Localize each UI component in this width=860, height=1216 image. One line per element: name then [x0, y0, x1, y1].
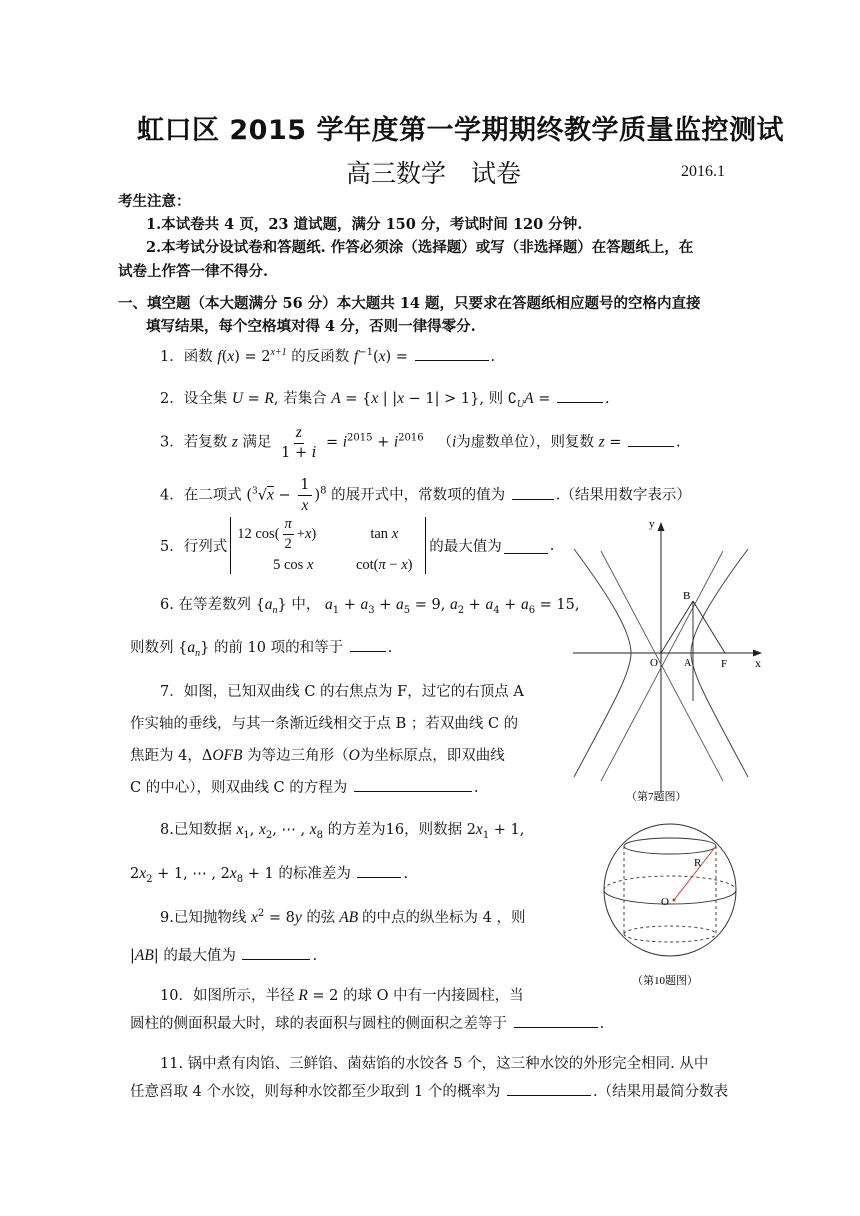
exam-date: 2016.1	[681, 163, 725, 180]
label-y: y	[649, 518, 655, 530]
question-7-line-3: 焦距为 4，ΔOFB 为等边三角形（O为坐标原点，即双曲线	[130, 747, 505, 764]
label-r: R	[694, 857, 702, 869]
label-a: A	[684, 658, 692, 669]
question-1: 1．函数 $f(x) = 2^{x+1}$ 的反函数 $f^{-1}(x)$ = .	[160, 347, 496, 365]
y-axis-arrow	[658, 522, 665, 531]
hyperbola-right-branch	[691, 549, 748, 777]
determinant: 12 cos( $\frac{\pi}{2}$ + x ) tan x 5 cos x cot(π − x)	[230, 517, 426, 574]
answer-blank-9[interactable]	[242, 958, 310, 960]
answer-blank-10[interactable]	[514, 1026, 598, 1028]
question-8: 8.已知数据 $x_1$, $x_2$, ⋯ , $x_8$ 的方差为16，则数据 $2x_1 + 1$,	[160, 821, 525, 841]
answer-blank-3[interactable]	[628, 445, 674, 447]
figure-7-caption: （第7题图）	[626, 791, 687, 803]
answer-blank-8[interactable]	[357, 876, 401, 878]
cylinder-bottom-front	[624, 934, 716, 942]
segment-ob	[661, 601, 693, 653]
answer-blank-7[interactable]	[354, 790, 472, 792]
section-heading-cont: 填写结果，每个空格填对得 4 分，否则一律得零分.	[146, 318, 476, 335]
hyperbola-left-branch	[574, 549, 631, 777]
answer-blank-6[interactable]	[350, 650, 386, 652]
question-9: 9.已知抛物线 $x^2 = 8y$ 的弦 AB 的中点的纵坐标为 4 ，则	[160, 908, 526, 926]
question-6: 6. 在等差数列 $\{a_n\}$ 中， $a_1 + a_3 + a_5 = 9$, $a_2 + a_4 + a_6 = 15$,	[160, 596, 580, 616]
section-heading: 一、填空题（本大题满分 56 分）本大题共 14 题，只要求在答题纸相应题号的空格内直接	[118, 295, 701, 312]
question-9-cont: |AB| 的最大值为 .	[130, 947, 318, 964]
exam-title: 虹口区 2015 学年度第一学期期终教学质量监控测试	[137, 115, 784, 146]
answer-blank-2[interactable]	[557, 401, 603, 403]
label-f: F	[721, 658, 728, 670]
figure-10-caption: （第10题图）	[632, 975, 698, 987]
notice-item-1: 1.本试卷共 4 页，23 道试题，满分 150 分，考试时间 120 分钟.	[146, 216, 583, 233]
notice-item-2-cont: 试卷上作答一律不得分.	[118, 263, 269, 280]
question-10-cont: 圆柱的侧面积最大时，球的表面积与圆柱的侧面积之差等于 .	[130, 1016, 605, 1032]
question-7-line-1: 7．如图，已知双曲线 C 的右焦点为 F，过它的右顶点 A	[160, 684, 524, 700]
figure-10-sphere	[598, 818, 758, 993]
exam-subtitle: 高三数学 试卷	[346, 159, 522, 188]
answer-blank-11[interactable]	[507, 1094, 591, 1096]
answer-blank-1[interactable]	[415, 359, 489, 361]
question-10: 10．如图所示，半径 R = 2 的球 O 中有一内接圆柱，当	[160, 987, 524, 1004]
label-x: x	[755, 656, 761, 670]
cylinder-top	[624, 838, 716, 854]
question-11: 11. 锅中煮有肉馅、三鲜馅、菌菇馅的水饺各 5 个，这三种水饺的外形完全相同. 从中	[160, 1056, 709, 1072]
figure-7-hyperbola	[570, 515, 770, 810]
question-7-line-2: 作实轴的垂线，与其一条渐近线相交于点 B ；若双曲线 C 的	[130, 716, 519, 732]
question-6-cont: 则数列 $\{a_n\}$ 的前 10 项的和等于 .	[130, 639, 393, 659]
question-5: 5． 行列式 12 cos( $\frac{\pi}{2}$ + x ) tan x 5 cos x cot(π − x) 的最大值为 .	[160, 516, 555, 573]
notice-label: 考生注意：	[118, 193, 191, 210]
question-4: 4．在二项式 ($^3$√x − $\frac{1}{x}$ )$^8$ 的展开式中，常数项的值为 .（结果用数字表示）	[160, 477, 691, 514]
answer-blank-5[interactable]	[504, 552, 548, 554]
question-11-cont: 任意舀取 4 个水饺，则每种水饺都至少取到 1 个的概率为 .（结果用最简分数表	[130, 1084, 729, 1100]
answer-blank-4[interactable]	[512, 498, 554, 500]
cylinder-bottom-back	[624, 926, 716, 934]
label-o: O	[650, 657, 658, 669]
label-b: B	[683, 590, 691, 602]
question-3: 3．若复数 z 满足 $\frac{z}{1 + i}$ = $i^{2015} + i^{2016}$ （i为虚数单位），则复数 z = .	[160, 424, 681, 461]
question-7-line-4: C 的中心），则双曲线 C 的方程为 .	[130, 780, 479, 796]
notice-item-2: 2.本考试分设试卷和答题纸. 作答必须涂（选择题）或写（非选择题）在答题纸上，在	[146, 239, 694, 256]
question-8-cont: $2x_2 + 1$, ⋯ , $2x_8 + 1$ 的标准差为 .	[130, 865, 409, 885]
label-o: O	[661, 896, 669, 908]
question-2: 2．设全集 U = R, 若集合 A = {x | |x − 1| > 1}, 则 $∁_UA$ = .	[160, 390, 610, 410]
